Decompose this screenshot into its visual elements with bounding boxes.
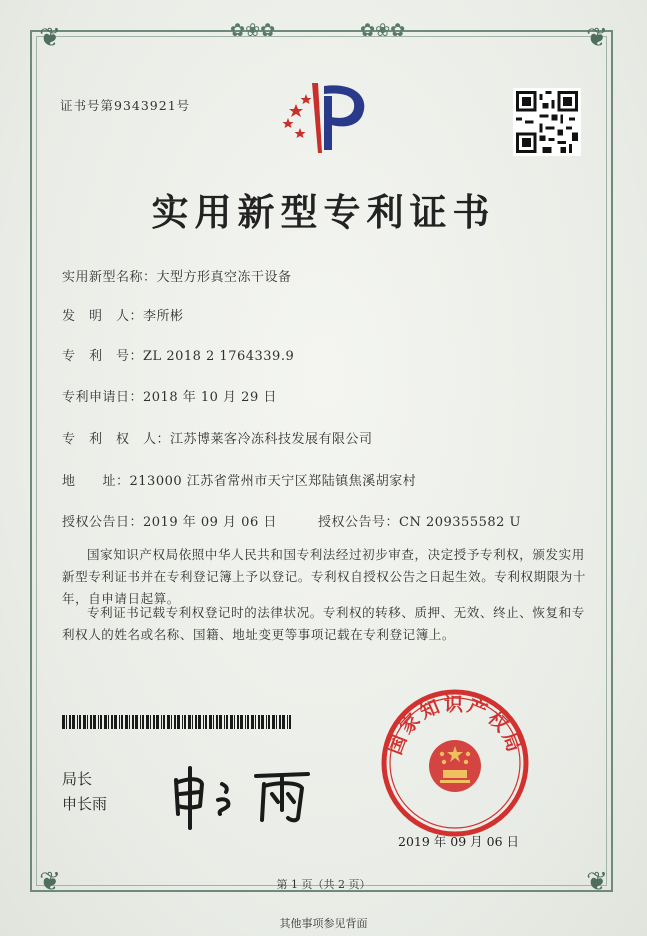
official-name: 申长雨 (62, 795, 108, 813)
official-title: 局长 (62, 770, 93, 788)
body-paragraph-1: 国家知识产权局依照中华人民共和国专利法经过初步审查，决定授予专利权，颁发实用新型专利证书并在专利登记簿上予以登记。专利权自授权公告之日起生效。专利权期限为十年，自申请日起算。 (62, 547, 587, 606)
field-label: 发 明 人： (62, 309, 144, 324)
field-label: 实用新型名称： (62, 270, 157, 285)
field-label: 专利申请日： (62, 390, 144, 405)
field-value: ZL 2018 2 1764339.9 (143, 349, 295, 364)
field-value: 大型方形真空冻干设备 (156, 270, 292, 285)
field-patentee (62, 428, 373, 447)
field-patent-number (62, 345, 294, 364)
footer-note: 其他事项参见背面 (279, 917, 368, 930)
field-value: CN 209355582 U (399, 515, 521, 530)
corner-ornament-bottom-left: ❦ (39, 867, 61, 897)
certificate-title: 实用新型专利证书 (151, 191, 496, 234)
cnipa-logo-icon (278, 78, 378, 158)
top-ornament-right: ✿❀✿ (360, 20, 406, 41)
field-label: 地 址： (62, 474, 130, 489)
corner-ornament-bottom-right: ❦ (586, 867, 608, 897)
certificate-number: 证书号第9343921号 (60, 98, 191, 113)
corner-ornament-top-left: ❦ (39, 23, 61, 53)
director-signature (168, 762, 328, 832)
field-value: 213000 江苏省常州市天宁区郑陆镇焦溪胡家村 (129, 474, 417, 489)
field-value: 江苏博莱客冷冻科技发展有限公司 (170, 432, 373, 447)
official-seal (380, 688, 530, 838)
field-utility-model-name (62, 266, 292, 285)
field-label: 授权公告号： (318, 515, 400, 530)
seal-text: 国家知识产权局 (383, 693, 527, 758)
field-label: 专 利 权 人： (62, 432, 171, 447)
field-label: 专 利 号： (62, 349, 144, 364)
field-value: 李所彬 (143, 309, 184, 324)
qr-code-icon (513, 88, 581, 156)
page-indicator: 第 1 页（共 2 页） (276, 878, 371, 891)
field-grant-date (62, 511, 277, 530)
field-address (62, 470, 416, 489)
field-label: 授权公告日： (62, 515, 144, 530)
seal-date: 2019 年 09 月 06 日 (398, 834, 519, 849)
field-inventor (62, 305, 184, 324)
field-value: 2019 年 09 月 06 日 (143, 515, 277, 530)
field-value: 2018 年 10 月 29 日 (143, 390, 277, 405)
barcode-icon (62, 715, 295, 729)
field-announcement-number (318, 511, 521, 530)
body-paragraph-2: 专利证书记载专利权登记时的法律状况。专利权的转移、质押、无效、终止、恢复和专利权人的姓名或名称、国籍、地址变更等事项记载在专利登记簿上。 (62, 605, 585, 642)
field-application-date (62, 386, 277, 405)
top-ornament-left: ✿❀✿ (230, 20, 276, 41)
corner-ornament-top-right: ❦ (586, 23, 608, 53)
